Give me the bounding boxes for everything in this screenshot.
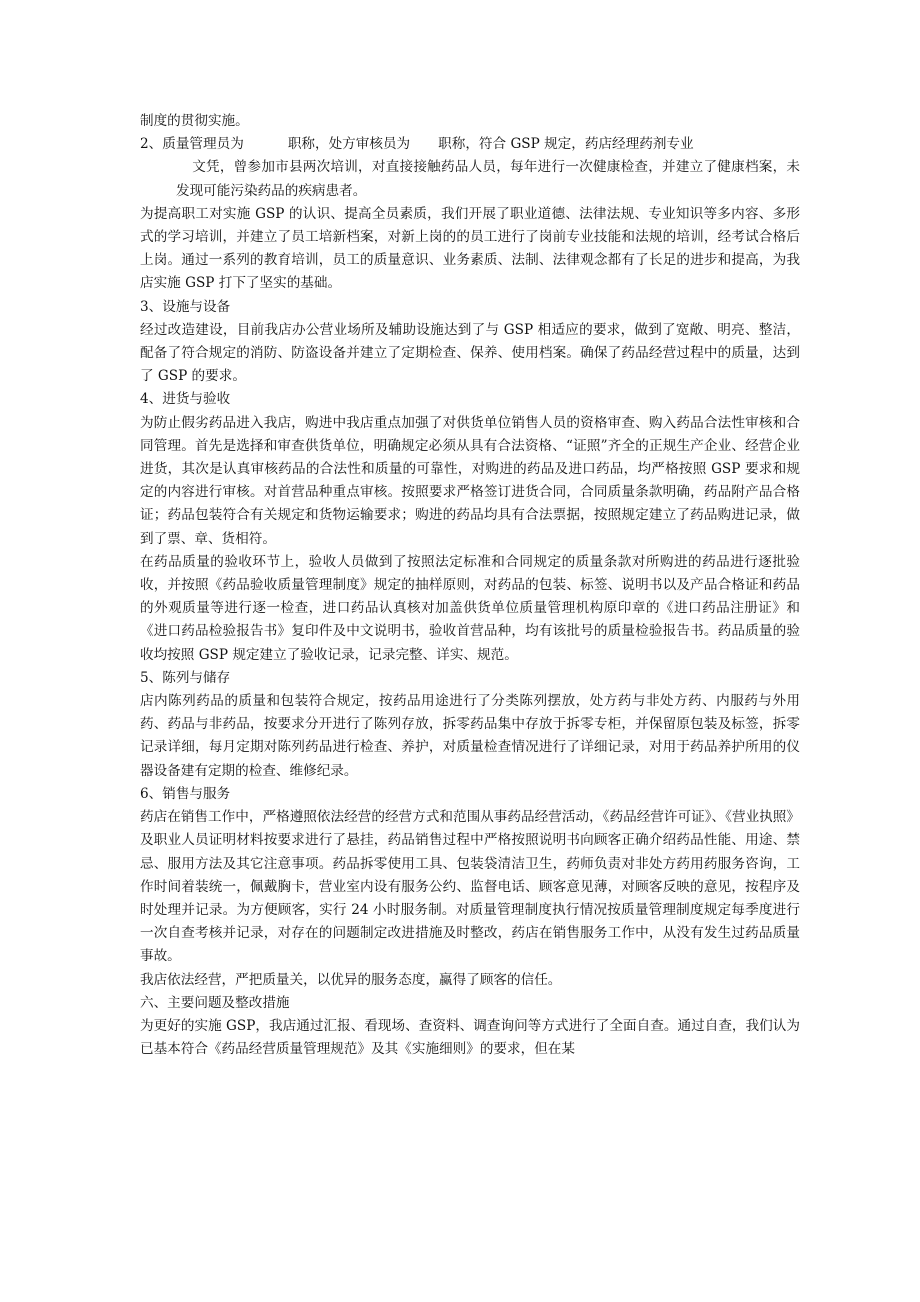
paragraph-sales-service: 药店在销售工作中，严格遵照依法经营的经营方式和范围从事药品经营活动，《药品经营许可证》、《营业执照》及职业人员证明材料按要求进行了悬挂，药品销售过程中严格按照说明书向顾客正确介绍药品性能、用途、禁忌、服用方法及其它注意事项。药品拆零使用工具、包装袋清洁卫生，药师负责对非处方药用药服务咨询，工作时间着装统一，佩戴胸卡，营业室内设有服务公约、监督电话、顾客意见薄，对顾客反映的意见，按程序及时处理并记录。为方便顾客，实行 24 小时服务制。对质量管理制度执行情况按质量管理制度规定每季度进行一次自查考核并记录，对存在的问题制定改进措施及时整改，药店在销售服务工作中，从没有发生过药品质量事故。 [140,809,800,965]
paragraph-acceptance: 在药品质量的验收环节上，验收人员做到了按照法定标准和合同规定的质量条款对所购进的药品进行逐批验收，并按照《药品验收质量管理制度》规定的抽样原则，对药品的包装、标签、说明书以及产品合格证和药品的外观质量等进行逐一检查，进口药品认真核对加盖供货单位质量管理机构原印章的《进口药品注册证》和《进口药品检验报告书》复印件及中文说明书，验收首营品种，均有该批号的质量检验报告书。药品质量的验收均按照 GSP 规定建立了验收记录，记录完整、详实、规范。 [140,553,800,663]
quality-manager-text-a: 2、质量管理员为 [140,136,244,153]
paragraph-purchasing: 为防止假劣药品进入我店，购进中我店重点加强了对供货单位销售人员的资格审查、购入药品合法性审核和合同管理。首先是选择和审查供货单位，明确规定必须从具有合法资格、“证照”齐全的正规生产企业、经营企业进货，其次是认真审核药品的合法性和质量的可靠性，对购进的药品及进口药品，均严格按照 GSP 要求和规定的内容进行审核。对首营品种重点审核。按照要求严格签订进货合同，合同质量条款明确，药品附产品合格证；药品包装符合有关规定和货物运输要求；购进的药品均具有合法票据，按照规定建立了药品购进记录，做到了票、章、货相符。 [140,414,800,547]
heading-problems-rectification: 六、主要问题及整改措施 [140,994,290,1011]
heading-facilities: 3、设施与设备 [140,298,231,315]
quality-manager-text-d: 文凭，曾参加市县两次培训，对直接接触药品人员，每年进行一次健康检查，并建立了健康档案，未发现可能污染药品的疾病患者。 [176,159,800,199]
paragraph-quality-manager [140,133,800,156]
quality-manager-text-c: 职称，符合 GSP 规定，药店经理药剂专业 [438,136,694,153]
paragraph-facilities: 经过改造建设，目前我店办公营业场所及辅助设施达到了与 GSP 相适应的要求，做到了宽敞、明亮、整洁，配备了符合规定的消防、防盗设备并建立了定期检查、保养、使用档案。确保了药品经营过程中的质量，达到了 GSP 的要求。 [140,321,800,385]
paragraph-self-inspection: 为更好的实施 GSP，我店通过汇报、看现场、查资料、调查询问等方式进行了全面自查。通过自查，我们认为已基本符合《药品经营质量管理规范》及其《实施细则》的要求，但在某 [140,1017,800,1058]
paragraph-quality-manager-cont [140,156,800,202]
heading-purchasing: 4、进货与验收 [140,391,231,408]
quality-manager-text-b: 职称，处方审核员为 [287,136,411,153]
heading-display-storage: 5、陈列与储存 [140,669,231,686]
paragraph-intro: 制度的贯彻实施。 [140,113,249,129]
paragraph-display-storage: 店内陈列药品的质量和包装符合规定，按药品用途进行了分类陈列摆放，处方药与非处方药、内服药与外用药、药品与非药品，按要求分开进行了陈列存放，拆零药品集中存放于拆零专柜，并保留原包装及标签，拆零记录详细，每月定期对陈列药品进行检查、养护，对质量检查情况进行了详细记录，对用于药品养护所用的仪器设备建有定期的检查、维修纪录。 [140,693,800,779]
paragraph-trust: 我店依法经营，严把质量关，以优异的服务态度，赢得了顾客的信任。 [140,971,562,988]
paragraph-staff-training: 为提高职工对实施 GSP 的认识、提高全员素质，我们开展了职业道德、法律法规、专业知识等多内容、多形式的学习培训，并建立了员工培新档案，对新上岗的的员工进行了岗前专业技能和法规的培训，经考试合格后上岗。通过一系列的教育培训，员工的质量意识、业务素质、法制、法律观念都有了长足的进步和提高，为我店实施 GSP 打下了坚实的基础。 [140,205,800,292]
document-page [140,110,800,1061]
heading-sales-service: 6、销售与服务 [140,785,231,802]
